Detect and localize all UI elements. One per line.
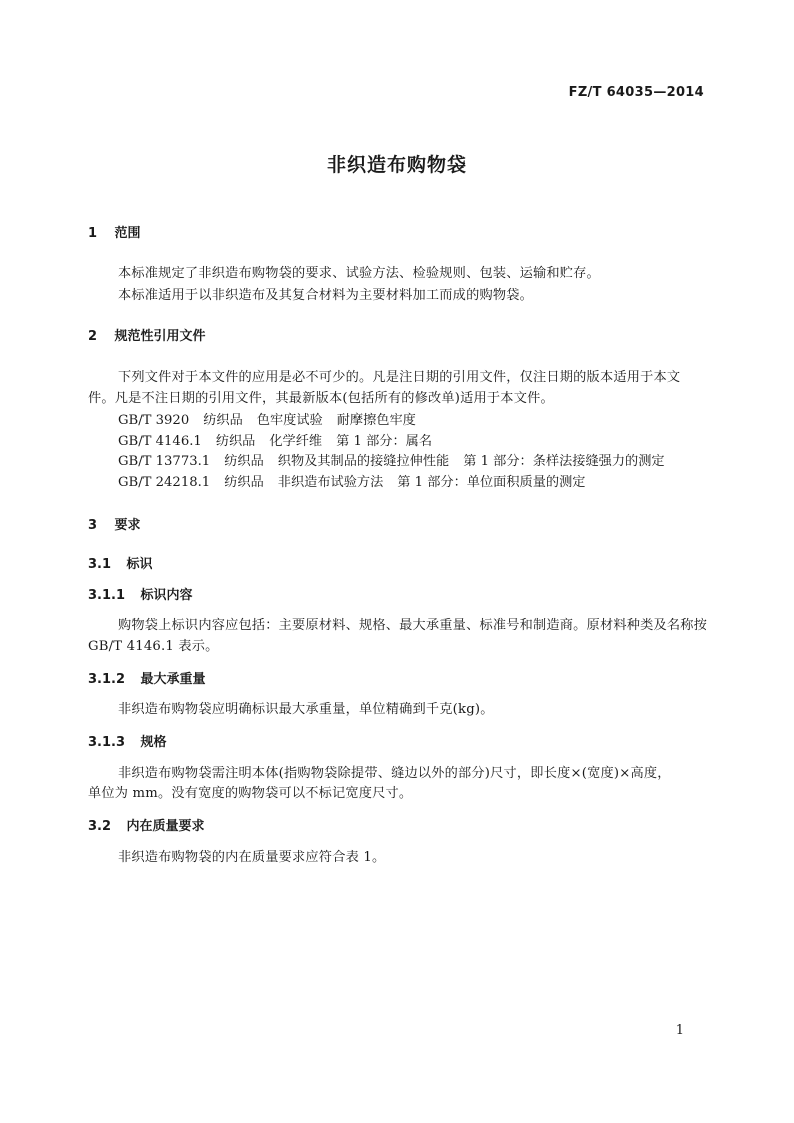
section-title: 标识: [126, 557, 153, 572]
reference-title-part: 纺织品: [215, 434, 256, 449]
section-number: 3: [88, 518, 98, 533]
section-1-heading: [88, 222, 141, 241]
section-number: 3.2: [88, 819, 112, 834]
paragraph: 本标准适用于以非织造布及其复合材料为主要材料加工而成的购物袋。: [118, 288, 534, 303]
reference-item: [118, 430, 446, 449]
paragraph: 本标准规定了非织造布购物袋的要求、试验方法、检验规则、包装、运输和贮存。: [118, 266, 600, 281]
section-title: 最大承重量: [140, 672, 206, 687]
section-title: 规范性引用文件: [114, 329, 206, 344]
paragraph-continuation: GB/T 4146.1 表示。: [88, 639, 219, 654]
section-3-2-heading: [88, 815, 205, 834]
reference-code: GB/T 13773.1: [118, 454, 211, 469]
reference-item: [118, 471, 599, 490]
reference-title-part: 纺织品: [224, 454, 264, 469]
section-3-1-1-heading: [88, 584, 193, 603]
section-title: 标识内容: [140, 588, 193, 603]
section-title: 范围: [114, 226, 141, 241]
page-number: 1: [675, 1023, 684, 1038]
document-title: 非织造布购物袋: [326, 154, 467, 176]
paragraph: 购物袋上标识内容应包括：主要原材料、规格、最大承重量、标准号和制造商。原材料种类及名称按: [118, 618, 708, 633]
document-code: FZ/T 64035—2014: [568, 85, 704, 100]
reference-code: GB/T 4146.1: [118, 434, 202, 449]
paragraph-continuation: 件。凡是不注日期的引用文件，其最新版本(包括所有的修改单)适用于本文件。: [88, 391, 554, 406]
reference-item: [118, 409, 430, 428]
reference-code: GB/T 3920: [118, 413, 190, 428]
paragraph-continuation: 单位为 mm。没有宽度的购物袋可以不标记宽度尺寸。: [88, 786, 413, 801]
reference-title-part: 非织造布试验方法: [277, 475, 384, 490]
section-title: 要求: [114, 518, 141, 533]
section-title: 内在质量要求: [126, 819, 205, 834]
paragraph: 非织造布购物袋应明确标识最大承重量，单位精确到千克(kg)。: [118, 702, 494, 717]
reference-code: GB/T 24218.1: [118, 475, 211, 490]
reference-title-part: 第 1 部分：条样法接缝强力的测定: [463, 454, 665, 469]
section-3-1-2-heading: [88, 668, 206, 687]
section-number: 3.1.1: [88, 588, 126, 603]
section-number: 3.1: [88, 557, 112, 572]
paragraph: 非织造布购物袋需注明本体(指购物袋除提带、缝边以外的部分)尺寸，即长度×(宽度)×高度，: [118, 766, 671, 781]
section-3-heading: [88, 514, 141, 533]
paragraph: 非织造布购物袋的内在质量要求应符合表 1。: [118, 850, 386, 865]
section-title: 规格: [140, 735, 167, 750]
section-3-1-3-heading: [88, 731, 167, 750]
reference-title-part: 第 1 部分：单位面积质量的测定: [397, 475, 586, 490]
section-2-heading: [88, 325, 206, 344]
section-number: 3.1.2: [88, 672, 126, 687]
reference-item: [118, 450, 679, 469]
reference-title-part: 化学纤维: [269, 434, 323, 449]
section-3-1-heading: [88, 553, 153, 572]
paragraph: 下列文件对于本文件的应用是必不可少的。凡是注日期的引用文件，仅注日期的版本适用于本文: [118, 370, 681, 385]
reference-title-part: 第 1 部分：属名: [336, 434, 433, 449]
reference-title-part: 色牢度试验: [256, 413, 323, 428]
reference-title-part: 耐摩擦色牢度: [336, 413, 416, 428]
section-number: 1: [88, 226, 98, 241]
reference-title-part: 纺织品: [203, 413, 243, 428]
section-number: 3.1.3: [88, 735, 126, 750]
reference-title-part: 织物及其制品的接缝拉伸性能: [277, 454, 450, 469]
section-number: 2: [88, 329, 98, 344]
reference-title-part: 纺织品: [224, 475, 264, 490]
